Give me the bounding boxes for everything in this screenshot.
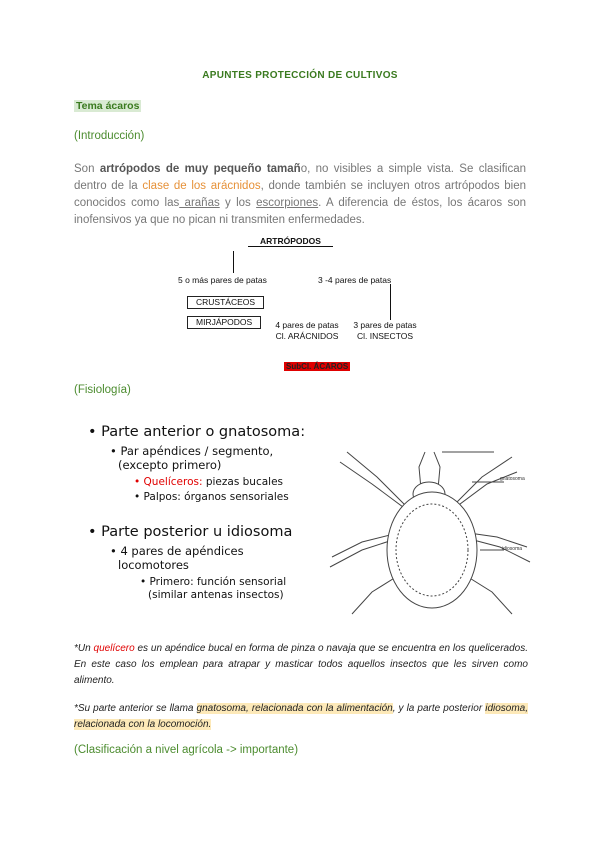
bullet-pares: • 4 pares de apéndices locomotores <box>110 544 244 572</box>
bullet-gnatosoma: • Parte anterior o gnatosoma: <box>88 424 306 440</box>
note-quelicero: *Un quelícero es un apéndice bucal en forma de pinza o navaja que se encuentra en los quelicerados. En este caso los emplean para atrapar y masticar todos aquellos insectos que les sirven como alimento. <box>74 643 528 686</box>
diagram-aracnidos: 4 pares de patas Cl. ARÁCNIDOS <box>275 320 339 341</box>
diagram-mirjapodos: MIRJÁPODOS <box>187 316 261 329</box>
diagram-right-branch: 3 -4 pares de patas <box>318 275 392 285</box>
mite-illustration <box>322 422 534 618</box>
bullet-idiosoma: • Parte posterior u idiosoma <box>88 524 293 540</box>
anatomy-slide <box>88 424 328 602</box>
diagram-root: ARTRÓPODOS <box>248 236 333 247</box>
note-gnatosoma: *Su parte anterior se llama gnatosoma, relacionada con la alimentación, y la parte posterior idiosoma, relacionada con la locomoción. <box>74 703 529 730</box>
diagram-line <box>390 284 391 320</box>
bullet-apendices: • Par apéndices / segmento, (excepto primero) <box>110 444 274 472</box>
diagram-left-branch: 5 o más pares de patas <box>178 275 267 285</box>
fisiologia-heading: (Fisiología) <box>74 384 131 396</box>
bullet-queliceros: • Quelíceros: piezas bucales <box>134 476 284 488</box>
bullet-palpos: • Palpos: órganos sensoriales <box>134 491 289 503</box>
label-gnatosoma: gnatosoma <box>500 476 525 482</box>
bullet-primero: • Primero: función sensorial (similar antenas insectos) <box>140 576 287 601</box>
diagram-line <box>233 251 234 273</box>
diagram-insectos: 3 pares de patas Cl. INSECTOS <box>353 320 417 341</box>
mite-drawing <box>322 422 534 618</box>
clasificacion-heading: (Clasificación a nivel agrícola -> importante) <box>74 744 299 756</box>
page-title: APUNTES PROTECCIÓN DE CULTIVOS <box>202 70 398 81</box>
diagram-crustaceos: CRUSTÁCEOS <box>187 296 264 309</box>
label-idiosoma: idiosoma <box>502 546 523 552</box>
topic-heading: Tema ácaros <box>76 100 140 112</box>
intro-paragraph: Son artrópodos de muy pequeño tamaño, no visibles a simple vista. Se clasifican dentro de la clase de los arácnidos, donde también se incluyen otros artrópodos bien conocidos como las arañas y los escorpiones. A diferencia de éstos, los ácaros son inofensivos ya que no pican ni transmiten enfermedades. <box>74 163 527 226</box>
intro-heading: (Introducción) <box>74 130 145 142</box>
classification-diagram <box>0 0 600 380</box>
diagram-subclass: SubCl. ÁCAROS <box>286 362 349 371</box>
